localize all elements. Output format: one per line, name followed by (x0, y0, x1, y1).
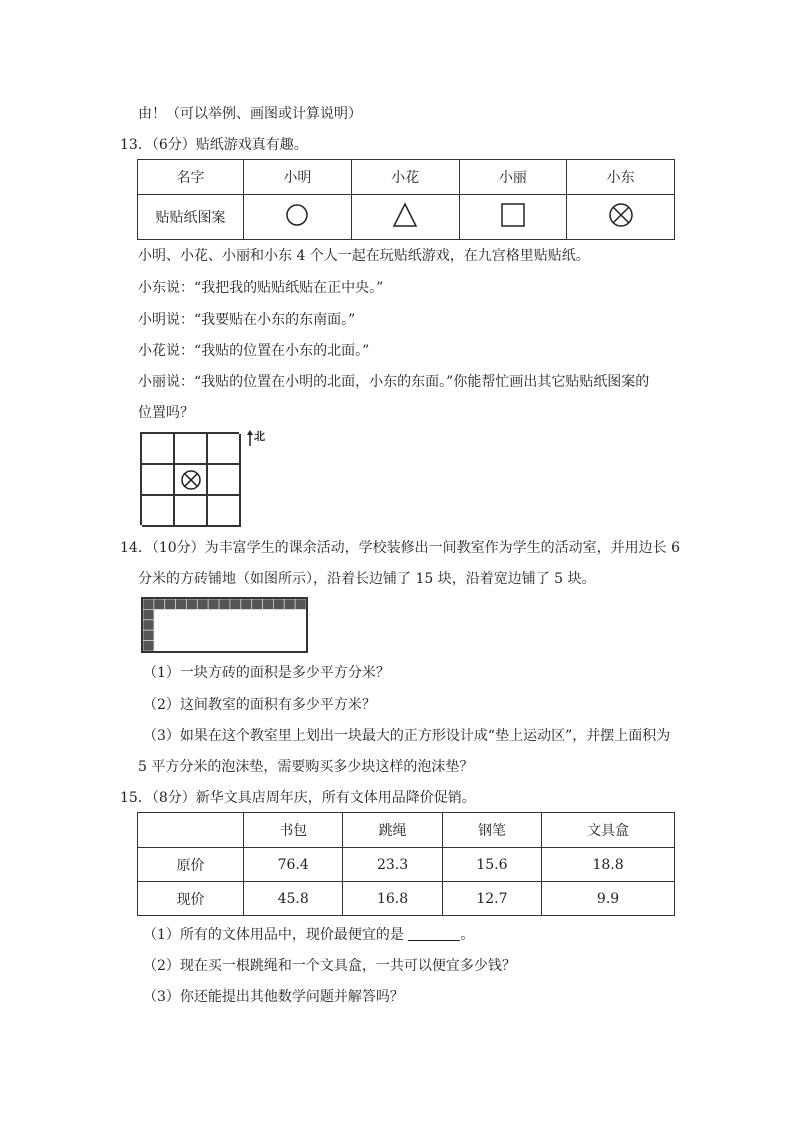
column-header: 书包 (244, 813, 343, 848)
q15-sub1-end: 。 (460, 927, 475, 943)
table-row (138, 848, 675, 882)
q13-line: 小花说：“我贴的位置在小东的北面。” (138, 343, 370, 359)
floor-tile (197, 599, 208, 609)
row-label: 现价 (138, 882, 244, 916)
pattern-row-label: 贴贴纸图案 (138, 195, 244, 240)
floor-tile (143, 599, 154, 609)
grid-cell-center[interactable] (175, 465, 208, 496)
floor-tile (241, 599, 252, 609)
q15-sub1-text: （1）所有的文体用品中，现价最便宜的是 (143, 927, 404, 943)
question-tail: 由！（可以举例、画图或计算说明） (138, 106, 362, 122)
q13-line: 小明、小花、小丽和小东 4 个人一起在玩贴纸游戏，在九宫格里贴贴纸。 (138, 248, 590, 264)
price-cell: 45.8 (244, 882, 343, 916)
sticker-cell (351, 195, 459, 240)
grid-cell[interactable] (142, 434, 175, 465)
row-label: 原价 (138, 848, 244, 882)
q14-sub2: （2）这间教室的面积有多少平方米？ (143, 697, 376, 713)
q15-title: 15．（8分）新华文具店周年庆，所有文体用品降价促销。 (120, 790, 476, 806)
floor-tile (273, 599, 284, 609)
floor-tile (219, 599, 230, 609)
north-label: 北 (254, 430, 265, 443)
nine-grid (140, 432, 239, 525)
name-cell: 小明 (244, 160, 352, 195)
price-cell: 23.3 (343, 848, 442, 882)
floor-tile (295, 599, 306, 609)
floor-tile (230, 599, 241, 609)
classroom-floor-diagram (141, 597, 308, 653)
q15-sub2: （2）现在买一根跳绳和一个文具盒，一共可以便宜多少钱？ (143, 958, 516, 974)
q14-title: 14．（10分）为丰富学生的课余活动，学校装修出一间教室作为学生的活动室，并用边长 6 (120, 540, 680, 556)
north-arrow-icon (246, 430, 254, 446)
floor-tile (143, 609, 154, 619)
price-cell: 12.7 (442, 882, 541, 916)
grid-cell[interactable] (175, 434, 208, 465)
floor-tile (143, 630, 154, 640)
sticker-table (137, 159, 675, 240)
grid-cell[interactable] (208, 465, 241, 496)
grid-cell[interactable] (175, 496, 208, 527)
price-cell: 18.8 (542, 848, 675, 882)
price-cell: 76.4 (244, 848, 343, 882)
q15-sub3: （3）你还能提出其他数学问题并解答吗？ (143, 989, 404, 1005)
q15-sub1 (143, 926, 474, 944)
grid-cell[interactable] (142, 465, 175, 496)
grid-cell[interactable] (208, 434, 241, 465)
q14-sub1: （1）一块方砖的面积是多少平方分米？ (143, 665, 390, 681)
name-cell: 小丽 (459, 160, 567, 195)
floor-tile (284, 599, 295, 609)
floor-tile (186, 599, 197, 609)
price-cell: 16.8 (343, 882, 442, 916)
floor-tile (263, 599, 274, 609)
q14-title-cont: 分米的方砖铺地（如图所示），沿着长边铺了 15 块，沿着宽边铺了 5 块。 (138, 571, 596, 587)
floor-tile (143, 641, 154, 651)
column-header: 文具盒 (542, 813, 675, 848)
circled-x-icon (180, 469, 202, 491)
circled-x-icon (608, 202, 634, 228)
q13-line: 小东说：“我把我的贴贴纸贴在正中央。” (138, 280, 384, 296)
q14-sub3-cont: 5 平方分米的泡沫垫，需要购买多少块这样的泡沫垫？ (138, 759, 474, 775)
name-cell: 小东 (567, 160, 675, 195)
floor-tile (143, 620, 154, 630)
price-table (137, 812, 675, 916)
floor-tile (154, 599, 165, 609)
floor-tile (208, 599, 219, 609)
sticker-cell (459, 195, 567, 240)
corner-cell (138, 813, 244, 848)
q13-line: 小丽说：“我贴的位置在小明的北面，小东的东面。”你能帮忙画出其它贴贴纸图案的 (138, 374, 650, 390)
floor-tile (165, 599, 176, 609)
table-row (138, 882, 675, 916)
column-header: 钢笔 (442, 813, 541, 848)
tile-border (143, 599, 306, 651)
floor-tile (252, 599, 263, 609)
grid-cell[interactable] (208, 496, 241, 527)
triangle-icon (392, 202, 418, 228)
header-name-label: 名字 (138, 160, 244, 195)
q13-line: 小明说：“我要贴在小东的东南面。” (138, 312, 356, 328)
price-cell: 15.6 (442, 848, 541, 882)
sticker-cell (244, 195, 352, 240)
column-header: 跳绳 (343, 813, 442, 848)
price-cell: 9.9 (542, 882, 675, 916)
answer-blank[interactable] (408, 926, 460, 941)
circle-icon (285, 203, 309, 227)
q13-line: 位置吗？ (138, 405, 194, 421)
floor-tile (176, 599, 187, 609)
q13-title: 13．（6分）贴纸游戏真有趣。 (120, 137, 308, 153)
grid-cell[interactable] (142, 496, 175, 527)
sticker-cell (567, 195, 675, 240)
square-icon (500, 202, 526, 228)
name-cell: 小花 (351, 160, 459, 195)
q14-sub3: （3）如果在这个教室里上划出一块最大的正方形设计成“垫上运动区”，并摆上面积为 (143, 728, 671, 744)
